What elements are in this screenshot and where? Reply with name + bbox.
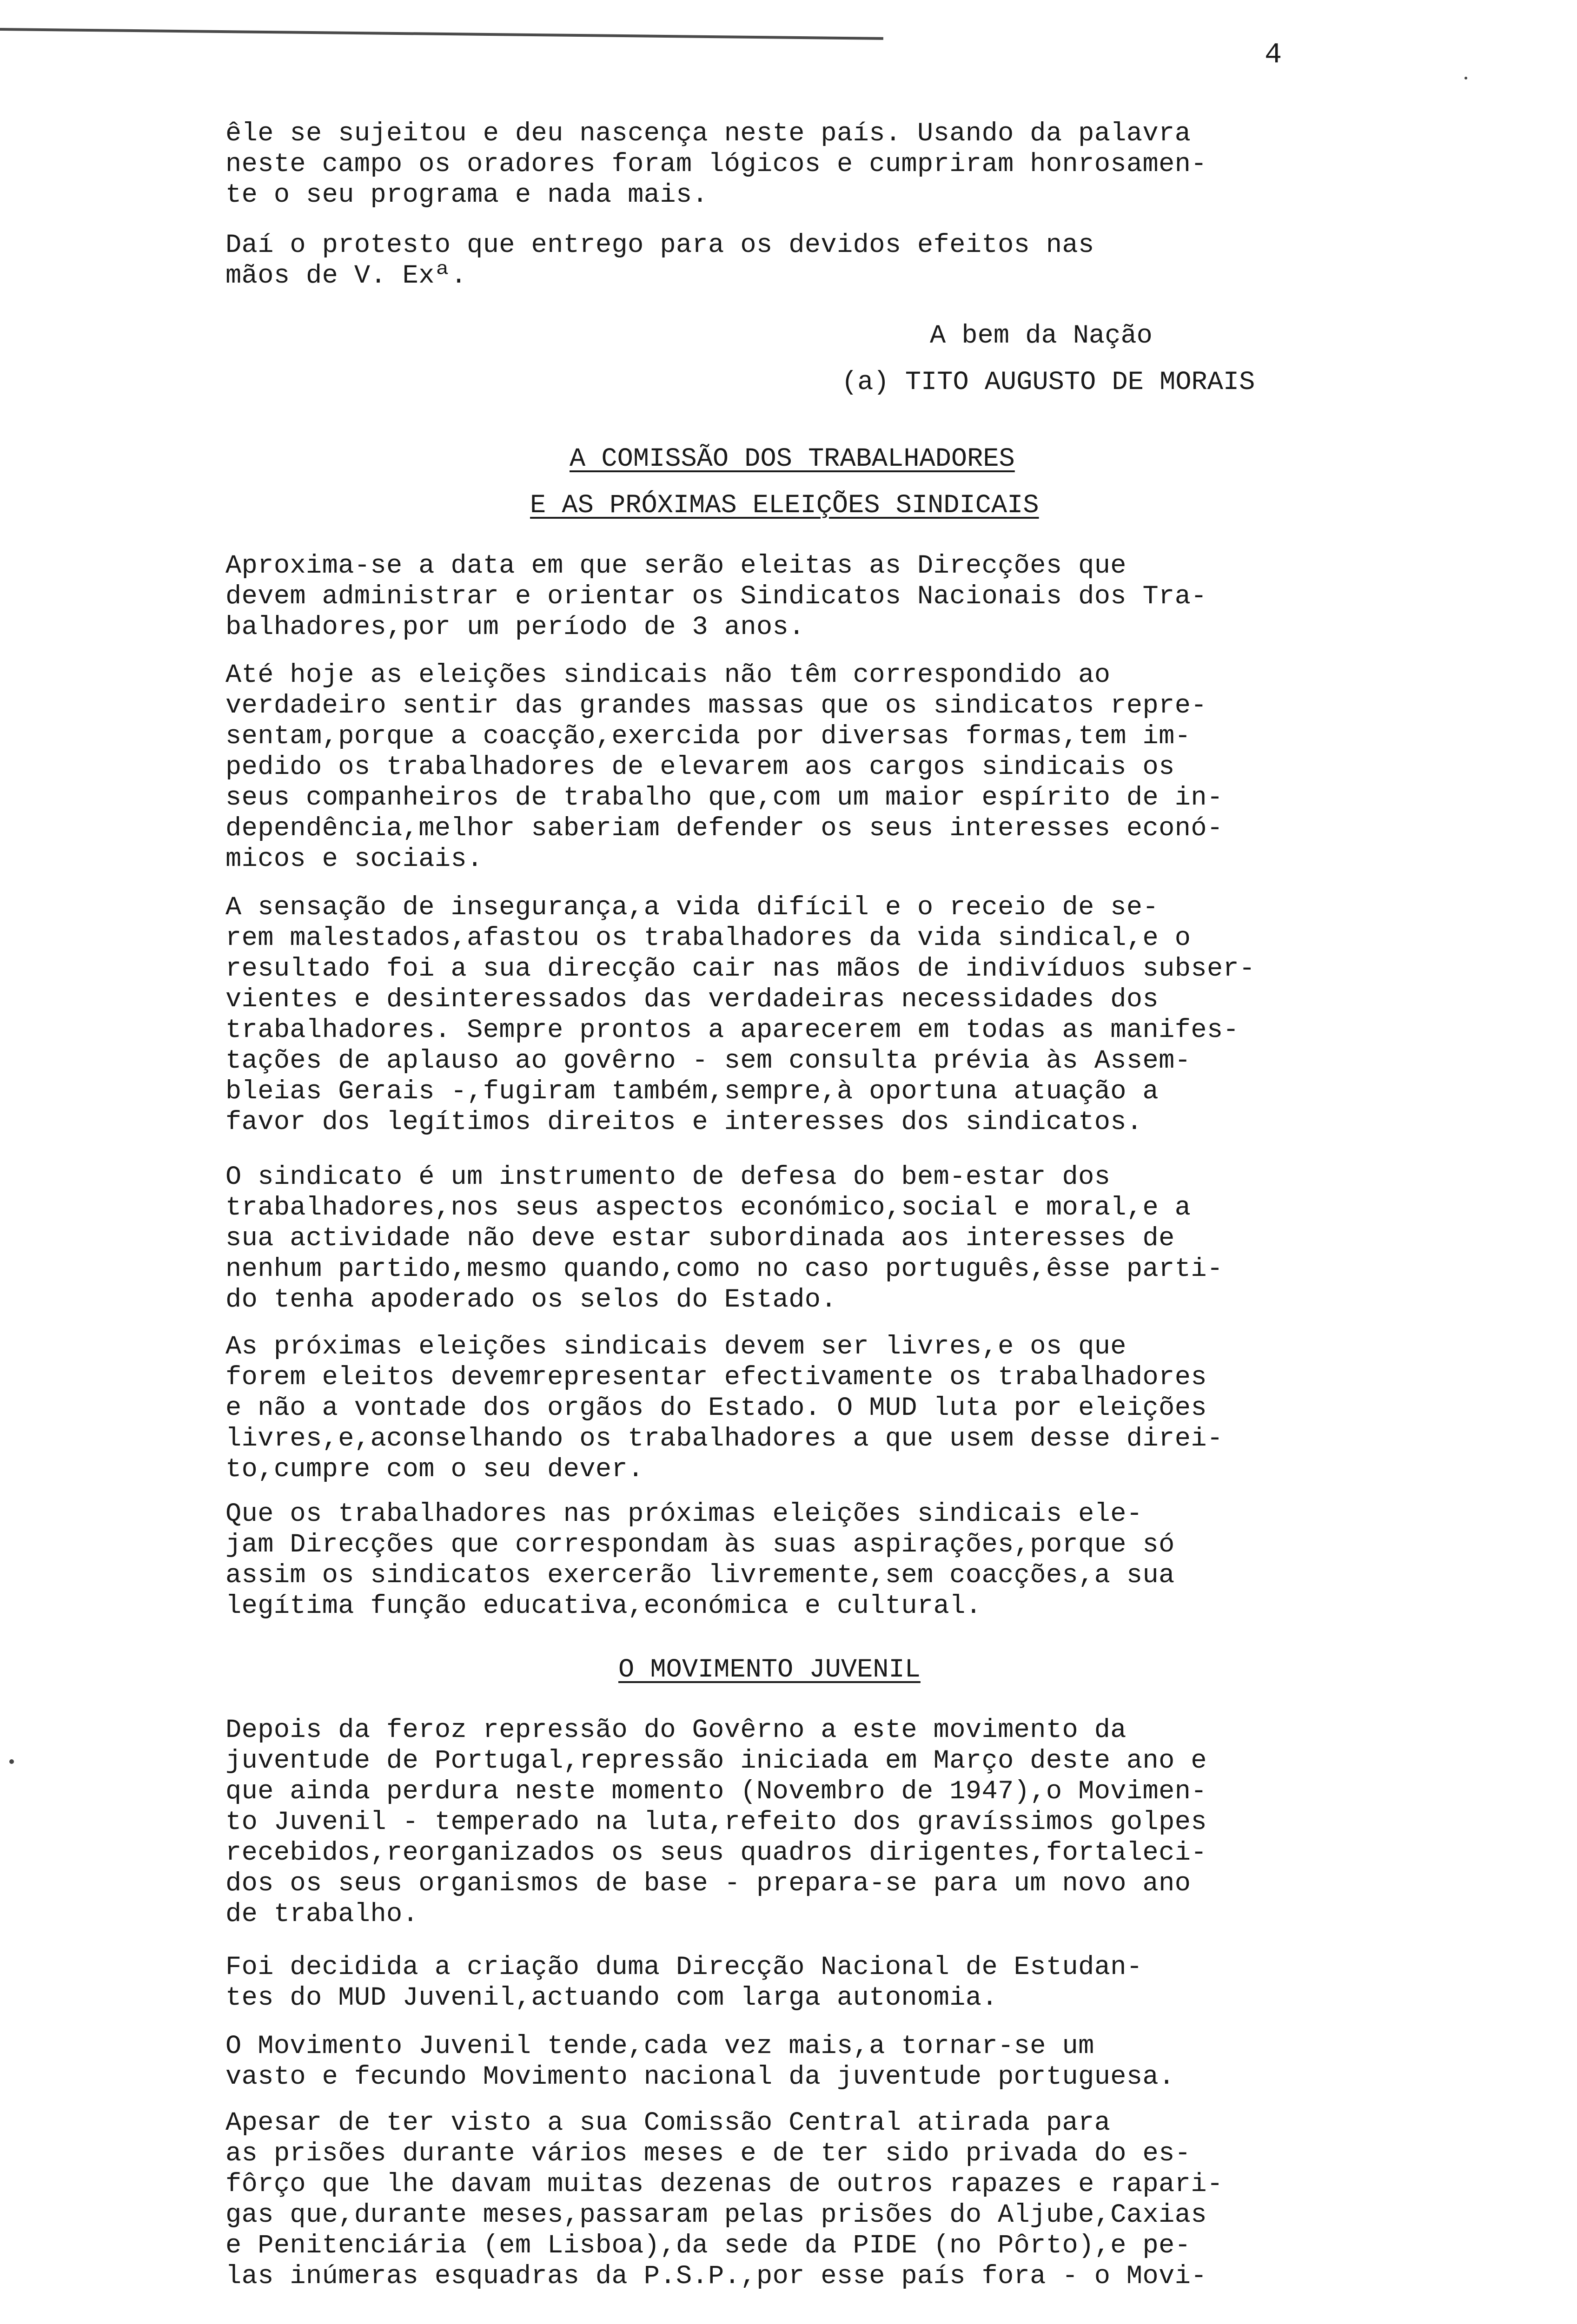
- paragraph: [225, 1499, 1453, 1622]
- text-line: favor dos legítimos direitos e interesses dos sindicatos.: [225, 1108, 1143, 1137]
- text-line: Até hoje as eleições sindicais não têm correspondido ao: [225, 660, 1111, 690]
- text-line: Que os trabalhadores nas próximas eleições sindicais ele-: [225, 1499, 1143, 1529]
- text-line: de trabalho.: [225, 1900, 419, 1929]
- text-line: assim os sindicatos exercerão livremente,sem coacções,a sua: [225, 1561, 1175, 1591]
- protest-paragraph: [225, 230, 1453, 291]
- text-line: Foi decidida a criação duma Direcção Nacional de Estudan-: [225, 1953, 1143, 1982]
- paragraph: [225, 1715, 1453, 1930]
- text-line: nenhum partido,mesmo quando,como no caso português,êsse parti-: [225, 1254, 1223, 1284]
- intro-paragraph: [225, 119, 1453, 211]
- section-title: O MOVIMENTO JUVENIL: [618, 1655, 921, 1685]
- text-line: gas que,durante meses,passaram pelas prisões do Aljube,Caxias: [225, 2200, 1207, 2230]
- salutation: A bem da Nação: [930, 321, 1153, 351]
- text-line: vientes e desinteressados das verdadeiras necessidades dos: [225, 985, 1159, 1015]
- text-line: devem administrar e orientar os Sindicatos Nacionais dos Tra-: [225, 582, 1207, 612]
- text-line: As próximas eleições sindicais devem ser livres,e os que: [225, 1332, 1126, 1362]
- paragraph: [225, 1952, 1453, 2014]
- text-line: as prisões durante vários meses e de ter sido privada do es-: [225, 2139, 1191, 2169]
- text-line: fôrço que lhe davam muitas dezenas de outros rapazes e rapari-: [225, 2170, 1223, 2199]
- text-line: pedido os trabalhadores de elevarem aos cargos sindicais os: [225, 753, 1175, 782]
- text-line: O sindicato é um instrumento de defesa do bem-estar dos: [225, 1162, 1111, 1192]
- paragraph: [225, 1332, 1453, 1485]
- text-line: to,cumpre com o seu dever.: [225, 1455, 644, 1485]
- text-line: sentam,porque a coacção,exercida por diversas formas,tem im-: [225, 722, 1191, 752]
- text-line: mãos de V. Exª.: [225, 261, 467, 291]
- text-line: bleias Gerais -,fugiram também,sempre,à oportuna atuação a: [225, 1077, 1159, 1107]
- top-scan-line: [0, 28, 883, 40]
- text-line: trabalhadores,nos seus aspectos económico,social e moral,e a: [225, 1193, 1191, 1223]
- text-line: do tenha apoderado os selos do Estado.: [225, 1285, 837, 1315]
- text-line: livres,e,aconselhando os trabalhadores a que usem desse direi-: [225, 1424, 1223, 1454]
- paragraph: [225, 660, 1453, 875]
- text-line: to Juvenil - temperado na luta,refeito dos gravíssimos golpes: [225, 1808, 1207, 1837]
- text-line: sua actividade não deve estar subordinada aos interesses de: [225, 1224, 1175, 1254]
- text-line: legítima função educativa,económica e cultural.: [225, 1591, 982, 1621]
- text-line: recebidos,reorganizados os seus quadros dirigentes,fortaleci-: [225, 1838, 1207, 1868]
- text-line: las inúmeras esquadras da P.S.P.,por esse país fora - o Movi-: [225, 2262, 1207, 2291]
- text-line: dos os seus organismos de base - prepara-se para um novo ano: [225, 1869, 1191, 1899]
- text-line: te o seu programa e nada mais.: [225, 180, 709, 210]
- text-line: forem eleitos devemrepresentar efectivamente os trabalhadores: [225, 1363, 1207, 1393]
- text-line: Daí o protesto que entrego para os devidos efeitos nas: [225, 231, 1094, 260]
- margin-mark: [1464, 77, 1467, 79]
- text-line: Apesar de ter visto a sua Comissão Central atirada para: [225, 2108, 1111, 2138]
- paragraph: [225, 892, 1453, 1138]
- text-line: dependência,melhor saberiam defender os seus interesses econó-: [225, 814, 1223, 844]
- text-line: neste campo os oradores foram lógicos e cumpriram honrosamen-: [225, 150, 1207, 179]
- text-line: vasto e fecundo Movimento nacional da juventude portuguesa.: [225, 2062, 1175, 2092]
- paragraph: [225, 551, 1453, 643]
- text-line: jam Direcções que correspondam às suas aspirações,porque só: [225, 1530, 1175, 1560]
- text-line: resultado foi a sua direcção cair nas mãos de indivíduos subser-: [225, 954, 1255, 984]
- signature: (a) TITO AUGUSTO DE MORAIS: [842, 368, 1255, 397]
- section-title: E AS PRÓXIMAS ELEIÇÕES SINDICAIS: [530, 491, 1039, 521]
- text-line: e Penitenciária (em Lisboa),da sede da PIDE (no Pôrto),e pe-: [225, 2231, 1191, 2261]
- text-line: seus companheiros de trabalho que,com um maior espírito de in-: [225, 783, 1223, 813]
- text-line: juventude de Portugal,repressão iniciada em Março deste ano e: [225, 1746, 1207, 1776]
- text-line: verdadeiro sentir das grandes massas que os sindicatos repre-: [225, 691, 1207, 721]
- text-line: que ainda perdura neste momento (Novembro de 1947),o Movimen-: [225, 1777, 1207, 1807]
- text-line: tações de aplauso ao govêrno - sem consulta prévia às Assem-: [225, 1046, 1191, 1076]
- paragraph: [225, 1162, 1453, 1315]
- text-line: A sensação de insegurança,a vida difícil e o receio de se-: [225, 893, 1159, 923]
- paragraph: [225, 2108, 1453, 2292]
- text-line: Depois da feroz repressão do Govêrno a este movimento da: [225, 1716, 1126, 1745]
- text-line: O Movimento Juvenil tende,cada vez mais,a tornar-se um: [225, 2032, 1094, 2061]
- text-line: Aproxima-se a data em que serão eleitas as Direcções que: [225, 551, 1126, 581]
- paragraph: [225, 2031, 1453, 2093]
- text-line: e não a vontade dos orgãos do Estado. O MUD luta por eleições: [225, 1393, 1207, 1423]
- text-line: trabalhadores. Sempre prontos a aparecerem em todas as manifes-: [225, 1016, 1239, 1045]
- text-line: micos e sociais.: [225, 845, 483, 874]
- text-line: balhadores,por um período de 3 anos.: [225, 613, 805, 642]
- text-line: êle se sujeitou e deu nascença neste país. Usando da palavra: [225, 119, 1191, 149]
- page-number: 4: [1265, 38, 1282, 71]
- margin-mark: [9, 1759, 14, 1764]
- text-line: rem malestados,afastou os trabalhadores da vida sindical,e o: [225, 924, 1191, 953]
- text-line: tes do MUD Juvenil,actuando com larga autonomia.: [225, 1983, 998, 2013]
- section-title: A COMISSÃO DOS TRABALHADORES: [570, 444, 1015, 474]
